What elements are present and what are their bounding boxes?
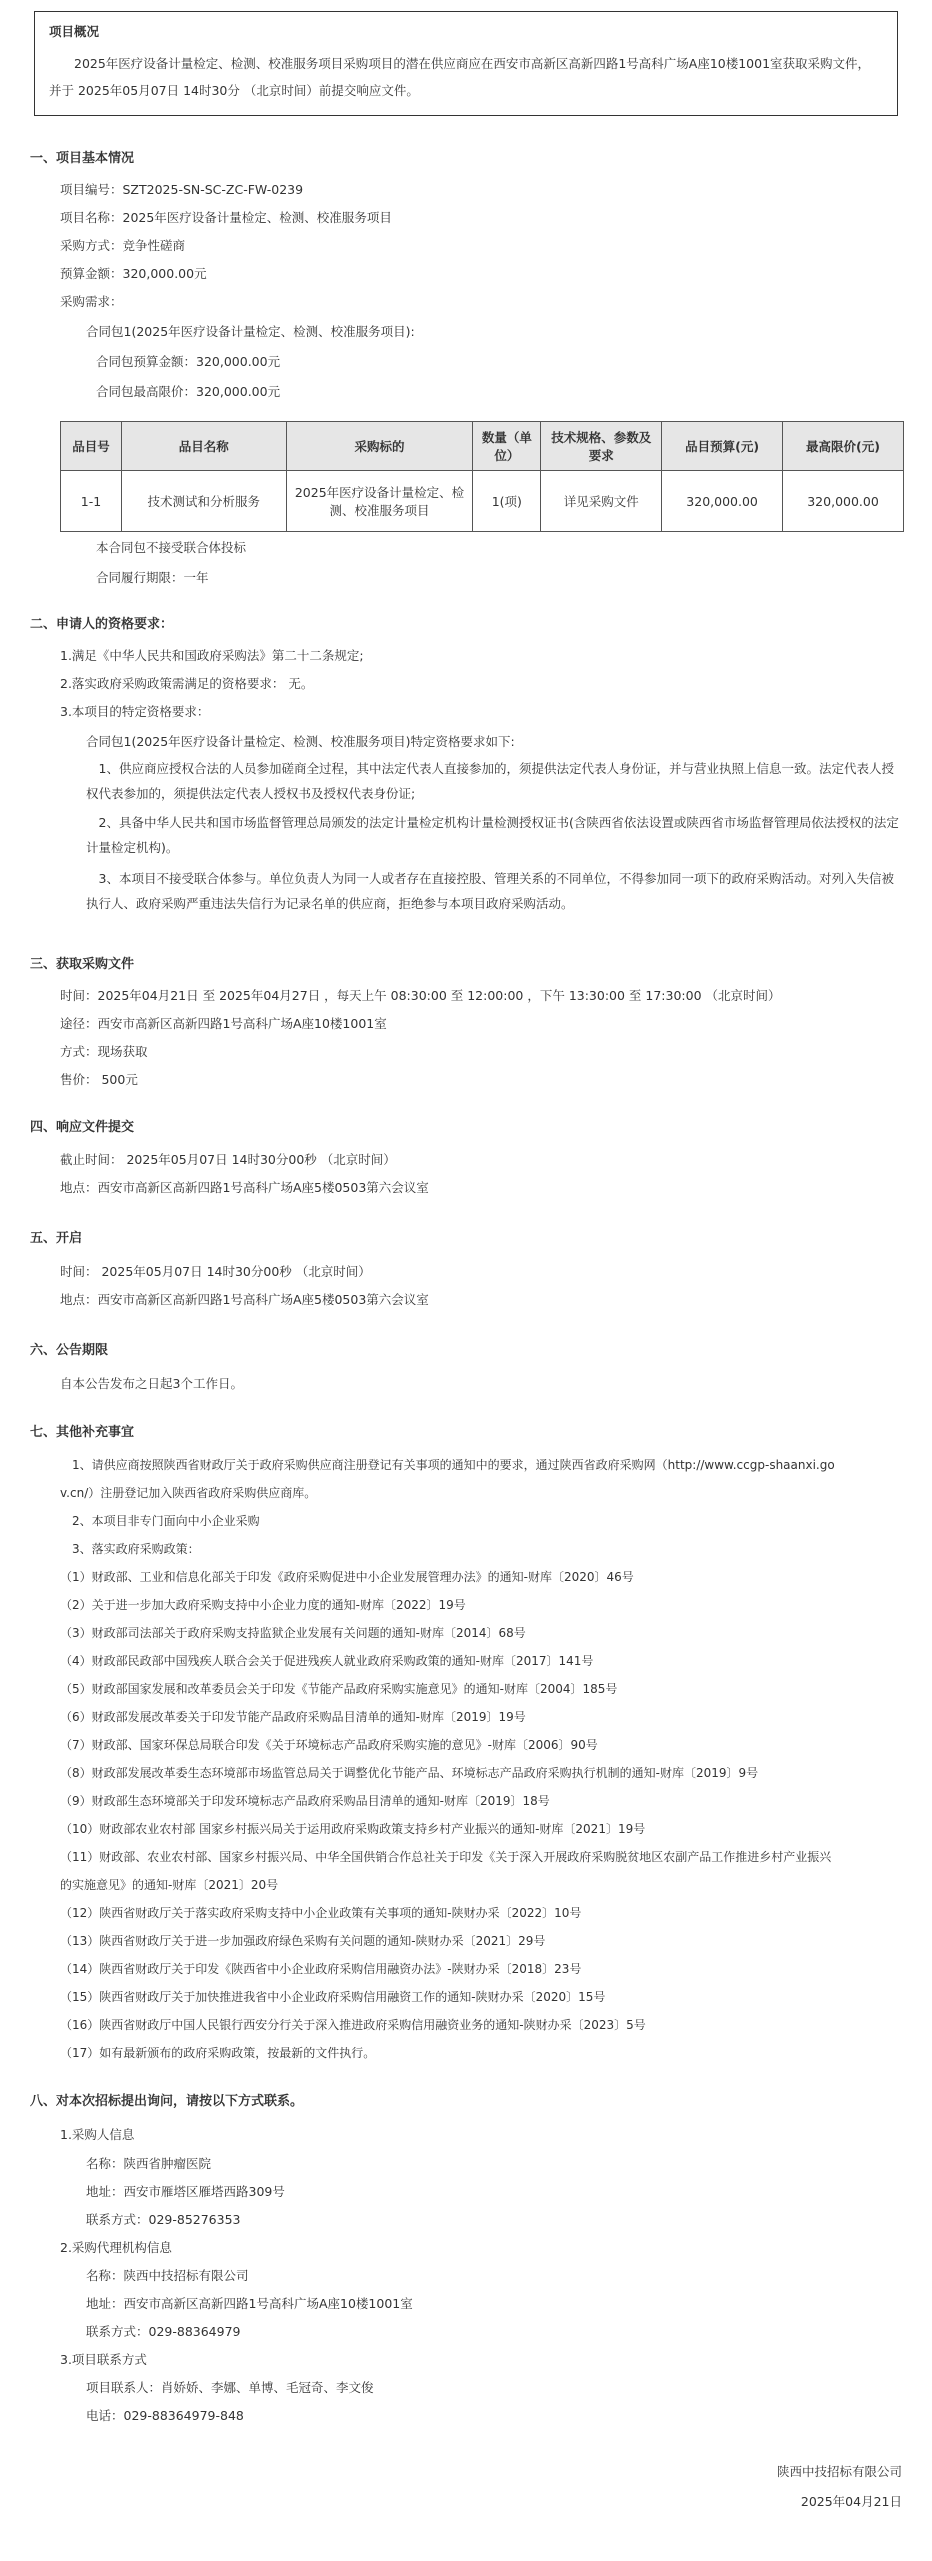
announcement-period: 自本公告发布之日起3个工作日。: [60, 1376, 243, 1391]
document-price: 售价： 500元: [60, 1072, 138, 1087]
table-cell: 320,000.00: [783, 471, 904, 532]
overview-line-2: 并于 2025年05月07日 14时30分 （北京时间）前提交响应文件。: [49, 83, 419, 98]
table-cell: 技术测试和分析服务: [121, 471, 286, 532]
table-row: [61, 471, 904, 532]
policy-item: （17）如有最新颁布的政府采购政策，按最新的文件执行。: [60, 2046, 376, 2060]
table-header-cell: 数量（单位）: [473, 422, 541, 471]
table-header-cell: 采购标的: [286, 422, 473, 471]
policy-item: （15）陕西省财政厅关于加快推进我省中小企业政府采购信用融资工作的通知-陕财办采〔2020〕15号: [60, 1990, 606, 2004]
submission-place: 地点：西安市高新区高新四路1号高科广场A座5楼0503第六会议室: [60, 1180, 429, 1195]
policy-item: （11）财政部、农业农村部、国家乡村振兴局、中华全国供销合作总社关于印发《关于深入开展政府采购脱贫地区农副产品工作推进乡村产业振兴: [60, 1850, 832, 1864]
footer-date: 2025年04月21日: [800, 2494, 902, 2509]
purchaser-name: 名称：陕西省肿瘤医院: [86, 2156, 212, 2171]
table-cell: 1(项): [473, 471, 541, 532]
qualification-3: 3.本项目的特定资格要求：: [60, 704, 210, 719]
policy-item: （1）财政部、工业和信息化部关于印发《政府采购促进中小企业发展管理办法》的通知-财库〔2020〕46号: [60, 1570, 634, 1584]
section-5-title: 五、开启: [30, 1231, 83, 1246]
budget-amount: 预算金额：320,000.00元: [60, 266, 207, 281]
project-contacts: 项目联系人：肖娇娇、李娜、单博、毛冠奇、李文俊: [86, 2380, 374, 2395]
section-6-title: 六、公告期限: [30, 1343, 109, 1358]
agency-contact: 联系方式：029-88364979: [86, 2324, 241, 2339]
submission-deadline: 截止时间： 2025年05月07日 14时30分00秒 （北京时间）: [60, 1152, 396, 1167]
footer-organization: 陕西中技招标有限公司: [776, 2464, 902, 2479]
opening-time: 时间： 2025年05月07日 14时30分00秒 （北京时间）: [60, 1264, 371, 1279]
table-header-row: [61, 422, 904, 471]
policy-item: （16）陕西省财政厅中国人民银行西安分行关于深入推进政府采购信用融资业务的通知-陕财办采〔2023〕5号: [60, 2018, 646, 2032]
policy-item: （7）财政部、国家环保总局联合印发《关于环境标志产品政府采购实施的意见》-财库〔2006〕90号: [60, 1738, 598, 1752]
supplement-1: 1、请供应商按照陕西省财政厅关于政府采购供应商注册登记有关事项的通知中的要求，通过陕西省政府采购网（http://www.ccgp-shaanxi.go: [72, 1458, 835, 1472]
overview-title: 项目概况: [49, 24, 100, 39]
acquire-way: 途径：西安市高新区高新四路1号高科广场A座10楼1001室: [60, 1016, 387, 1031]
policy-item: （12）陕西省财政厅关于落实政府采购支持中小企业政策有关事项的通知-陕财办采〔2022〕10号: [60, 1906, 582, 1920]
purchaser-address: 地址：西安市雁塔区雁塔西路309号: [86, 2184, 285, 2199]
qualification-item-1: 1、供应商应授权合法的人员参加磋商全过程，其中法定代表人直接参加的，须提供法定代表人身份证，并与营业执照上信息一致。法定代表人授权代表参加的，须提供法定代表人授权书及授权代表身份证;: [86, 761, 894, 801]
table-header-cell: 品目号: [61, 422, 122, 471]
agency-info-heading: 2.采购代理机构信息: [60, 2240, 172, 2255]
purchaser-info-heading: 1.采购人信息: [60, 2127, 135, 2142]
purchaser-contact: 联系方式：029-85276353: [86, 2212, 241, 2227]
project-number: 项目编号：SZT2025-SN-SC-ZC-FW-0239: [60, 182, 304, 197]
table-header-cell: 品目名称: [121, 422, 286, 471]
table-cell: 320,000.00: [662, 471, 783, 532]
section-4-title: 四、响应文件提交: [30, 1120, 135, 1135]
qualification-1: 1.满足《中华人民共和国政府采购法》第二十二条规定;: [60, 648, 364, 663]
table-header-cell: 技术规格、参数及要求: [541, 422, 662, 471]
contract-package: 合同包1(2025年医疗设备计量检定、检测、校准服务项目):: [86, 324, 415, 339]
project-contact-heading: 3.项目联系方式: [60, 2352, 147, 2367]
policy-item: （2）关于进一步加大政府采购支持中小企业力度的通知-财库〔2022〕19号: [60, 1598, 466, 1612]
supplement-2: 2、本项目非专门面向中小企业采购: [72, 1514, 260, 1528]
policy-item: （13）陕西省财政厅关于进一步加强政府绿色采购有关问题的通知-陕财办采〔2021〕29号: [60, 1934, 546, 1948]
contract-term: 合同履行期限：一年: [96, 570, 209, 585]
section-8-title: 八、对本次招标提出询问，请按以下方式联系。: [30, 2094, 304, 2109]
policy-item: （9）财政部生态环境部关于印发环境标志产品政府采购品目清单的通知-财库〔2019〕18号: [60, 1794, 550, 1808]
agency-name: 名称：陕西中技招标有限公司: [86, 2268, 249, 2283]
policy-item: （4）财政部民政部中国残疾人联合会关于促进残疾人就业政府采购政策的通知-财库〔2017〕141号: [60, 1654, 594, 1668]
table-header-cell: 品目预算(元): [662, 422, 783, 471]
overview-line-1: 2025年医疗设备计量检定、检测、校准服务项目采购项目的潜在供应商应在西安市高新区高新四路1号高科广场A座10楼1001室获取采购文件，: [74, 56, 871, 71]
policy-item: （3）财政部司法部关于政府采购支持监狱企业发展有关问题的通知-财库〔2014〕68号: [60, 1626, 526, 1640]
table-header-cell: 最高限价(元): [783, 422, 904, 471]
package-max-price: 合同包最高限价：320,000.00元: [96, 384, 281, 399]
package-budget: 合同包预算金额：320,000.00元: [96, 354, 281, 369]
procurement-requirements-label: 采购需求：: [60, 294, 123, 309]
overview-box: [34, 11, 898, 116]
policy-item: （10）财政部农业农村部 国家乡村振兴局关于运用政府采购政策支持乡村产业振兴的通知-财库〔2021〕19号: [60, 1822, 646, 1836]
project-name: 项目名称：2025年医疗设备计量检定、检测、校准服务项目: [60, 210, 392, 225]
no-joint-bid: 本合同包不接受联合体投标: [96, 540, 247, 555]
qualification-package: 合同包1(2025年医疗设备计量检定、检测、校准服务项目)特定资格要求如下:: [86, 734, 515, 749]
items-table: [60, 421, 904, 532]
qualification-item-3: 3、本项目不接受联合体参与。单位负责人为同一人或者存在直接控股、管理关系的不同单位，不得参加同一项下的政府采购活动。对列入失信被执行人、政府采购严重违法失信行为记录名单的供应商，拒绝参与本项目政府采购活动。: [86, 871, 894, 911]
section-2-title: 二、申请人的资格要求：: [30, 617, 174, 632]
policy-item: （5）财政部国家发展和改革委员会关于印发《节能产品政府采购实施意见》的通知-财库〔2004〕185号: [60, 1682, 618, 1696]
acquire-mode: 方式：现场获取: [60, 1044, 148, 1059]
table-cell: 2025年医疗设备计量检定、检测、校准服务项目: [286, 471, 473, 532]
policy-item: （8）财政部发展改革委生态环境部市场监管总局关于调整优化节能产品、环境标志产品政府采购执行机制的通知-财库〔2019〕9号: [60, 1766, 759, 1780]
policy-item: （14）陕西省财政厅关于印发《陕西省中小企业政府采购信用融资办法》-陕财办采〔2018〕23号: [60, 1962, 582, 1976]
opening-place: 地点：西安市高新区高新四路1号高科广场A座5楼0503第六会议室: [60, 1292, 429, 1307]
procurement-method: 采购方式：竞争性磋商: [60, 238, 186, 253]
policy-item: （6）财政部发展改革委关于印发节能产品政府采购品目清单的通知-财库〔2019〕19号: [60, 1710, 526, 1724]
section-7-title: 七、其他补充事宜: [30, 1425, 135, 1440]
supplement-3: 3、落实政府采购政策：: [72, 1542, 200, 1556]
section-1-title: 一、项目基本情况: [30, 151, 135, 166]
agency-address: 地址：西安市高新区高新四路1号高科广场A座10楼1001室: [86, 2296, 413, 2311]
qualification-item-2: 2、具备中华人民共和国市场监督管理总局颁发的法定计量检定机构计量检测授权证书(含陕西省依法设置或陕西省市场监督管理局依法授权的法定计量检定机构)。: [86, 815, 899, 855]
supplement-1-cont: v.cn/）注册登记加入陕西省政府采购供应商库。: [60, 1486, 317, 1500]
qualification-2: 2.落实政府采购政策需满足的资格要求： 无。: [60, 676, 314, 691]
acquire-time: 时间：2025年04月21日 至 2025年04月27日 ，每天上午 08:30:00 至 12:00:00 ，下午 13:30:00 至 17:30:00 （北京时间）: [60, 988, 781, 1003]
project-phone: 电话：029-88364979-848: [86, 2408, 244, 2423]
table-cell: 详见采购文件: [541, 471, 662, 532]
policy-item-cont: 的实施意见》的通知-财库〔2021〕20号: [60, 1878, 279, 1892]
section-3-title: 三、获取采购文件: [30, 957, 135, 972]
table-cell: 1-1: [61, 471, 122, 532]
